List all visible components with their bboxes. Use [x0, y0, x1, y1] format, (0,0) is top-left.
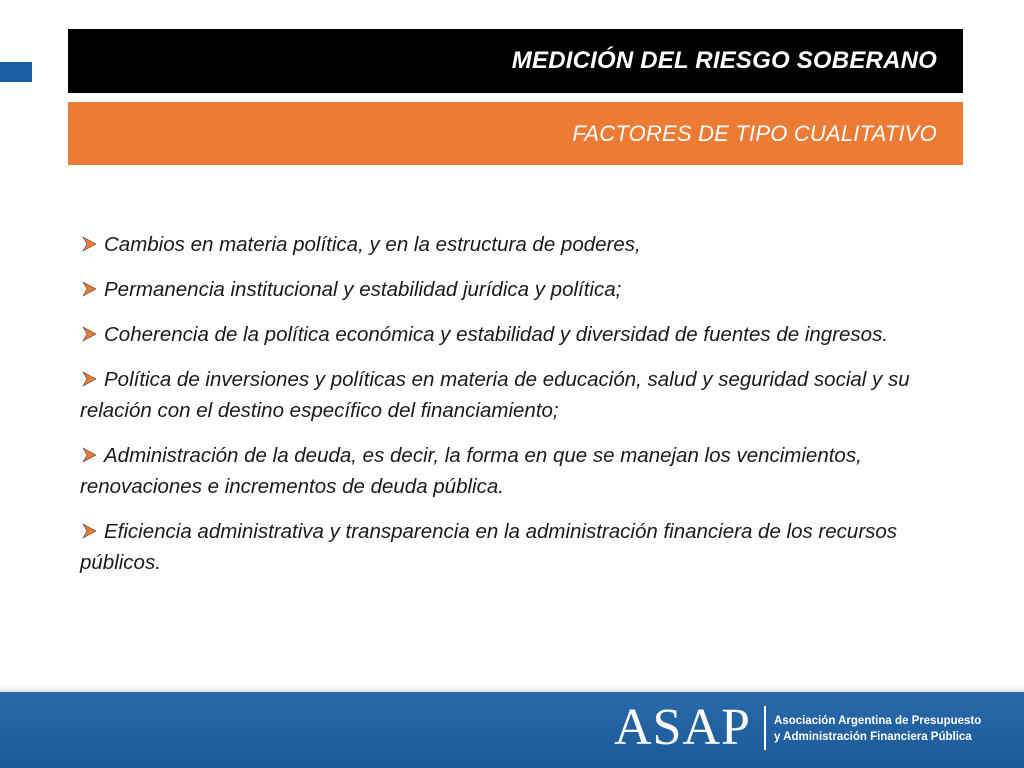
bullet-item — [80, 274, 970, 305]
bullet-list — [80, 229, 970, 592]
tagline-line-2: y Administración Financiera Pública — [774, 731, 972, 743]
arrow-bullet-icon — [80, 325, 98, 343]
tagline-line-1: Asociación Argentina de Presupuesto — [774, 715, 982, 727]
bullet-text: Política de inversiones y políticas en materia de educación, salud y seguridad social y su relación con el destino específico del financiamiento; — [80, 368, 910, 422]
title-banner — [68, 29, 963, 93]
bullet-item — [80, 364, 970, 426]
slide-subtitle: FACTORES DE TIPO CUALITATIVO — [572, 120, 937, 146]
bullet-text: Eficiencia administrativa y transparencia en la administración financiera de los recursos públicos. — [80, 520, 898, 574]
arrow-bullet-icon — [80, 446, 98, 464]
subtitle-banner — [68, 102, 963, 165]
asap-logo: ASAP — [614, 699, 751, 756]
bullet-item — [80, 516, 970, 578]
bullet-item — [80, 440, 970, 502]
slide-title: MEDICIÓN DEL RIESGO SOBERANO — [511, 47, 937, 74]
bullet-text: Administración de la deuda, es decir, la forma en que se manejan los vencimientos, renovaciones e incrementos de deuda pública. — [80, 444, 862, 498]
bullet-item — [80, 229, 970, 260]
bullet-text: Cambios en materia política, y en la estructura de poderes, — [104, 233, 641, 256]
side-accent-marker — [0, 62, 32, 82]
arrow-bullet-icon — [80, 280, 98, 298]
arrow-bullet-icon — [80, 235, 98, 253]
logo-tagline — [774, 713, 981, 745]
arrow-bullet-icon — [80, 522, 98, 540]
arrow-bullet-icon — [80, 370, 98, 388]
bullet-text: Permanencia institucional y estabilidad jurídica y política; — [104, 278, 622, 301]
bullet-item — [80, 319, 970, 350]
bullet-text: Coherencia de la política económica y estabilidad y diversidad de fuentes de ingresos. — [104, 323, 889, 346]
logo-divider — [764, 706, 766, 750]
